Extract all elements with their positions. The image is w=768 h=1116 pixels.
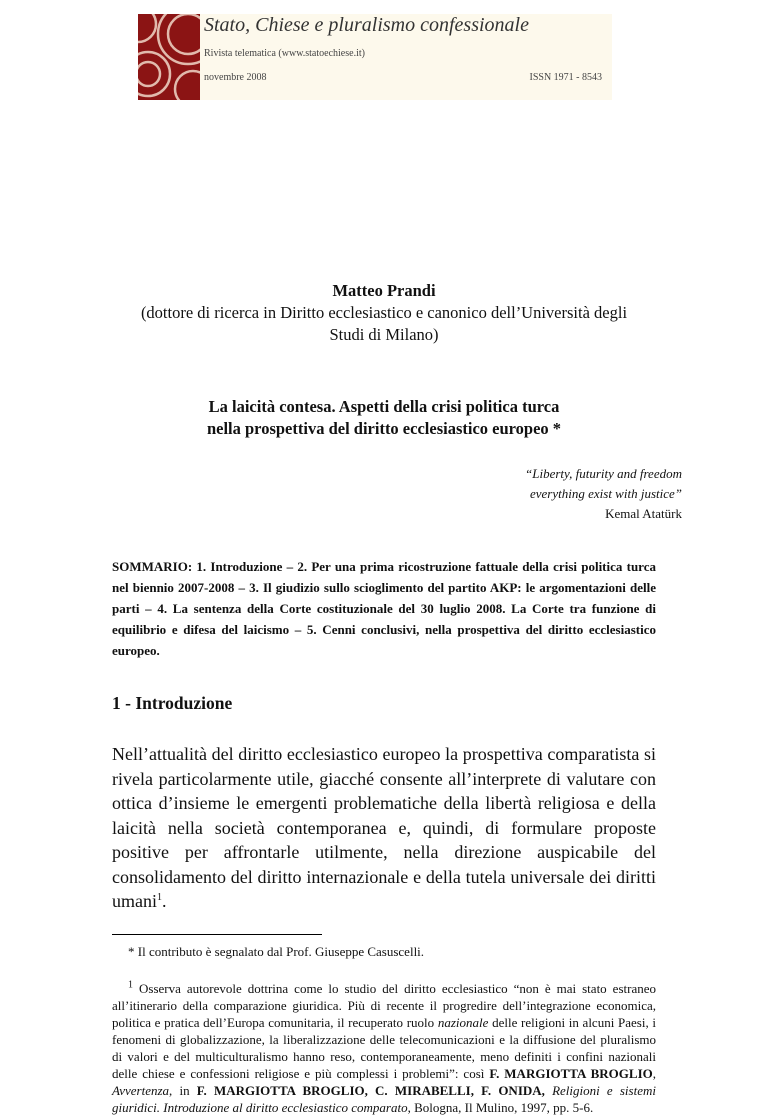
article-title — [112, 396, 656, 440]
fn-text: delle religioni in alcuni Paesi, i fenomeni di globalizzazione, la liberalizzazione delle telecomunicazioni e la diffusione del pluralismo di valori e del multiculturalismo hanno reso, contemporaneamente, meno definiti i confini nazionali delle chiese e confessioni religiose e più complessi i problemi”: così — [112, 1014, 656, 1081]
fn-text — [545, 1083, 552, 1098]
journal-subtitle: Rivista telematica (www.statoechiese.it) — [204, 48, 365, 59]
author-name: Matteo Prandi — [332, 281, 436, 300]
journal-logo — [138, 14, 200, 100]
summary: SOMMARIO: 1. Introduzione – 2. Per una prima ricostruzione fattuale della crisi politica turca nel biennio 2007-2008 – 3. Il giudizio sullo scioglimento del partito AKP: le argomentazioni delle parti – 4. La sentenza della Corte costituzionale del 30 luglio 2008. La Corte tra funzione di equilibrio e difesa del laicismo – 5. Cenni conclusivi, nella prospettiva del diritto ecclesiastico europeo. — [112, 559, 656, 658]
fn-italic: Avvertenza — [112, 1082, 170, 1098]
fn-text: , in — [169, 1082, 197, 1098]
fn-book-title: Religioni e sistemi giuridici. Introduzione al diritto ecclesiastico comparato — [112, 1082, 656, 1115]
author-affiliation: (dottore di ricerca in Diritto ecclesiastico e canonico dell’Università degli Studi di Milano) — [140, 303, 628, 344]
section-heading: 1 - Introduzione — [112, 693, 233, 713]
footnote-1 — [112, 980, 656, 1116]
epigraph-line: everything exist with justice” — [530, 486, 682, 501]
journal-banner — [138, 14, 612, 100]
article-title-line: nella prospettiva del diritto ecclesiastico europeo * — [206, 419, 562, 438]
journal-title: Stato, Chiese e pluralismo confessionale — [204, 14, 529, 36]
fn-text: Osserva autorevole dottrina come lo studio del diritto ecclesiastico “non è mai stato estraneo all’itinerario della comparazione giuridica. Più di recente il progredire dell’integrazione economica, politica e pratica dell’Europa comunitaria, il recuperato ruolo — [112, 980, 656, 1030]
author-block — [112, 280, 656, 346]
document-body — [112, 280, 682, 1116]
issn: ISSN 1971 - 8543 — [529, 72, 602, 83]
body-paragraph: Nell’attualità del diritto ecclesiastico europeo la prospettiva comparatista si rivela particolarmente utile, giacché consente all’interprete di valutare con ottica d’insieme le emergenti problematiche della libertà religiosa e della laicità nella società contemporanea e, quindi, di formulare proposte positive per affrontarle utilmente, nella direzione auspicabile del consolidamento del diritto internazionale e della tutela universale dei diritti umani$^1$. — [112, 744, 656, 911]
epigraph — [112, 464, 682, 524]
footnote-ref[interactable]: 1 — [157, 892, 162, 903]
article-title-line: La laicità contesa. Aspetti della crisi politica turca — [208, 397, 560, 416]
fn-text: , — [652, 1065, 657, 1081]
fn-text: , Bologna, Il Mulino, 1997, pp. 5-6. — [407, 1099, 594, 1115]
footnote-mark: 1 — [128, 979, 133, 991]
issue-date: novembre 2008 — [204, 72, 267, 83]
paragraph-text: Nell’attualità del diritto ecclesiastico europeo la prospettiva comparatista si rivela particolarmente utile, giacché consente all’interprete di valutare con ottica d’insieme le emergenti problematiche della libertà religiosa e della laicità nella società contemporanea e, quindi, di formulare proposte positive per affrontarle utilmente, nella direzione auspicabile del consolidamento del diritto internazionale e della tutela universale dei diritti umani — [112, 744, 656, 911]
footnote-star: * Il contributo è segnalato dal Prof. Giuseppe Casuscelli. — [128, 943, 425, 959]
fn-italic: nazionale — [437, 1014, 489, 1030]
footnote-separator — [112, 934, 322, 935]
epigraph-attribution: Kemal Atatürk — [605, 506, 682, 521]
fn-author: F. MARGIOTTA BROGLIO, C. MIRABELLI, F. ONIDA, — [196, 1082, 545, 1098]
fn-author: F. MARGIOTTA BROGLIO — [489, 1065, 653, 1081]
epigraph-line: “Liberty, futurity and freedom — [525, 466, 682, 481]
